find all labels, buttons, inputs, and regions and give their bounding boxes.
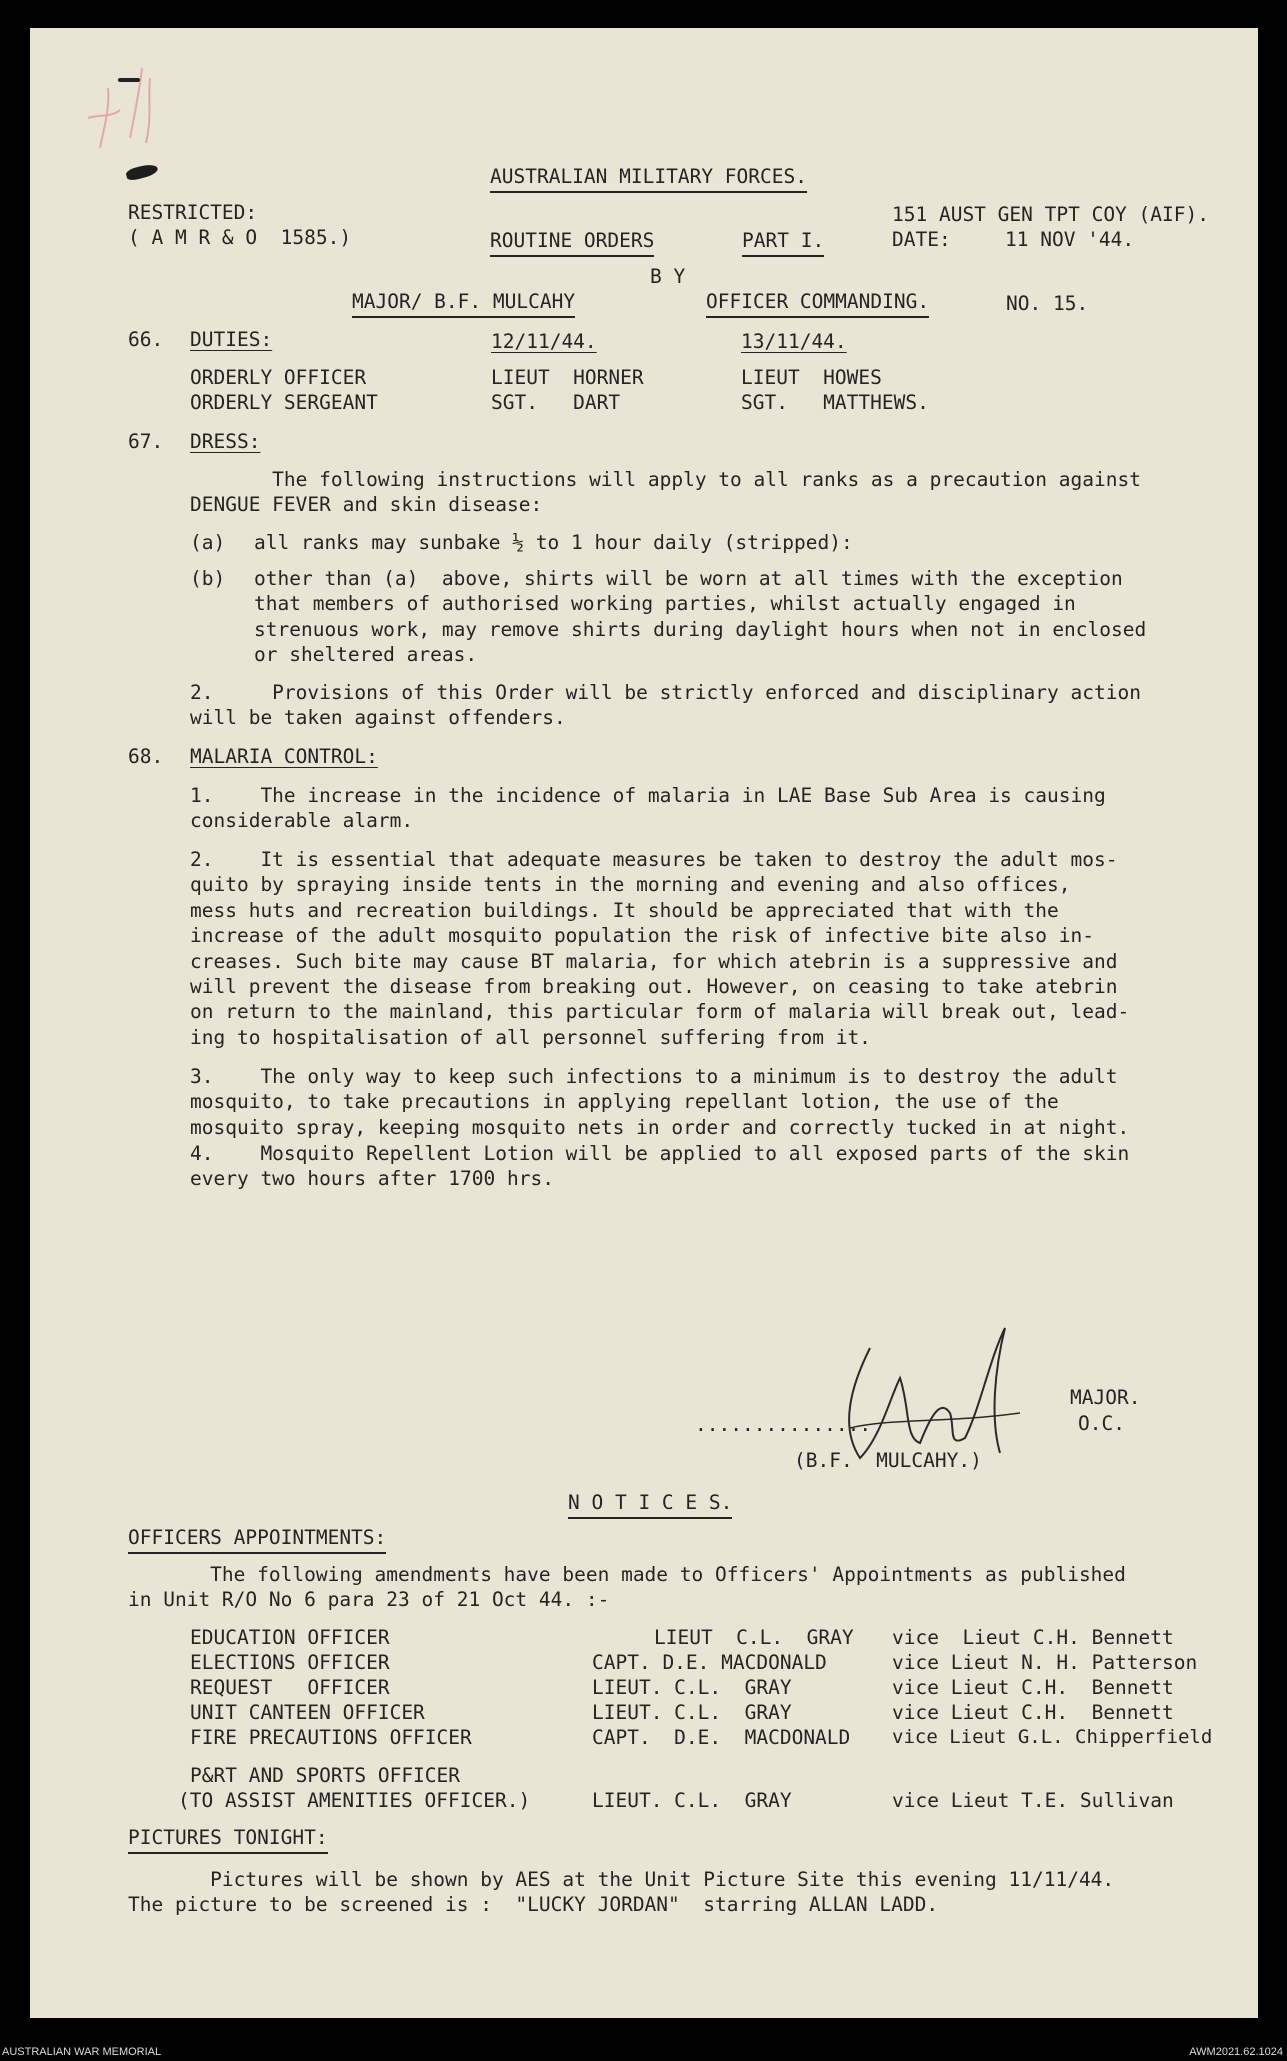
dress-para-2: 2. Provisions of this Order will be strictly enforced and disciplinary action will be taken against offenders.: [190, 681, 1141, 730]
sports-officer-post: P&RT AND SPORTS OFFICER: [190, 1764, 461, 1787]
duties-date-2: 13/11/44.: [741, 330, 847, 353]
pencil-annotation: [70, 48, 180, 178]
document-page: [30, 28, 1258, 2018]
appointment-post: ELECTIONS OFFICER: [190, 1651, 390, 1674]
duty-assignee: LIEUT HORNER: [491, 366, 644, 389]
pictures-heading: PICTURES TONIGHT:: [128, 1825, 328, 1854]
appointment-vice: vice Lieut G.L. Chipperfield: [892, 1726, 1213, 1748]
dress-item-a-text: all ranks may sunbake ½ to 1 hour daily (stripped):: [254, 531, 853, 554]
dress-item-b-label: (b): [190, 567, 226, 590]
routine-orders-label: ROUTINE ORDERS: [490, 228, 654, 257]
malaria-heading: MALARIA CONTROL:: [190, 745, 378, 768]
officer-commanding-label: OFFICER COMMANDING.: [706, 289, 929, 318]
appointment-officer: LIEUT C.L. GRAY: [654, 1626, 854, 1649]
date-value: 11 NOV '44.: [1005, 228, 1135, 251]
signature-dots: ...............: [695, 1413, 872, 1436]
malaria-para-1: 1. The increase in the incidence of malaria in LAE Base Sub Area is causing considerable alarm.: [190, 784, 1106, 833]
appointment-officer: CAPT. D.E. MACDONALD: [592, 1726, 851, 1749]
document-title: AUSTRALIAN MILITARY FORCES.: [490, 164, 807, 193]
dress-item-b-text: other than (a) above, shirts will be worn at all times with the exception that members of authorised working parties, whilst actually engaged in strenuous work, may remove shirts during daylight hours when not in enclosed or sheltered areas.: [254, 567, 1147, 667]
signature-name: (B.F. MULCAHY.): [794, 1449, 982, 1472]
signature-rank: MAJOR.: [1070, 1386, 1141, 1409]
sports-officer-vice: vice Lieut T.E. Sullivan: [892, 1789, 1174, 1812]
unit-name: 151 AUST GEN TPT COY (AIF).: [892, 203, 1209, 226]
appointment-vice: vice Lieut C.H. Bennett: [892, 1626, 1174, 1649]
officers-appointments-heading: OFFICERS APPOINTMENTS:: [128, 1525, 386, 1554]
order-number: NO. 15.: [1006, 292, 1089, 315]
duty-assignee: LIEUT HOWES: [741, 366, 882, 389]
order-67-number: 67.: [128, 430, 164, 453]
duty-assignee: SGT. MATTHEWS.: [741, 391, 929, 414]
duty-assignee: SGT. DART: [491, 391, 621, 414]
sports-officer-name: LIEUT. C.L. GRAY: [592, 1789, 792, 1812]
signature-oc: O.C.: [1078, 1412, 1125, 1435]
appointment-post: REQUEST OFFICER: [190, 1676, 390, 1699]
appointment-post: UNIT CANTEEN OFFICER: [190, 1701, 425, 1724]
duty-role: ORDERLY SERGEANT: [190, 391, 378, 414]
appointment-officer: LIEUT. C.L. GRAY: [592, 1701, 792, 1724]
appointment-vice: vice Lieut N. H. Patterson: [892, 1651, 1198, 1674]
punch-mark-top: [118, 78, 140, 82]
officers-appointments-intro: The following amendments have been made to Officers' Appointments as published in Unit R/O No 6 para 23 of 21 Oct 44. :-: [128, 1563, 1126, 1612]
by-label: B Y: [650, 265, 686, 288]
malaria-para-3: 3. The only way to keep such infections to a minimum is to destroy the adult mosquito, to take precautions in applying repellant lotion, the use of the mosquito spray, keeping mosquito nets in order and correctly tucked in at night.: [190, 1065, 1130, 1139]
part-label: PART I.: [742, 228, 824, 257]
appointment-post: EDUCATION OFFICER: [190, 1626, 390, 1649]
duties-heading: DUTIES:: [190, 328, 273, 351]
malaria-para-2: 2. It is essential that adequate measures be taken to destroy the adult mos- quito by spraying inside tents in the morning and evening and also offices, mess huts and recreation buildings. It should be appreciated that with the increase of the adult mosquito population the risk of infective bite also in- creases. Such bite may cause BT malaria, for which atebrin is a suppressive and will prevent the disease from breaking out. However, on ceasing to take atebrin on return to the mainland, this particular form of malaria will break out, lead- ing to hospitalisation of all personnel suffering from it.: [190, 848, 1130, 1049]
dress-item-a-label: (a): [190, 531, 226, 554]
appointment-officer: LIEUT. C.L. GRAY: [592, 1676, 792, 1699]
appointment-vice: vice Lieut C.H. Bennett: [892, 1701, 1174, 1724]
order-68-number: 68.: [128, 745, 164, 768]
order-66-number: 66.: [128, 328, 164, 351]
notices-heading: N O T I C E S.: [568, 1490, 732, 1519]
duty-role: ORDERLY OFFICER: [190, 366, 367, 389]
footer-accession-number: AWM2021.62.1024: [1189, 2046, 1283, 2058]
appointment-post: FIRE PRECAUTIONS OFFICER: [190, 1726, 472, 1749]
sports-officer-post-note: (TO ASSIST AMENITIES OFFICER.): [178, 1789, 531, 1812]
malaria-para-4: 4. Mosquito Repellent Lotion will be applied to all exposed parts of the skin every two hours after 1700 hrs.: [190, 1142, 1130, 1191]
appointment-vice: vice Lieut C.H. Bennett: [892, 1676, 1174, 1699]
major-name: MAJOR/ B.F. MULCAHY: [352, 289, 575, 318]
pictures-text: Pictures will be shown by AES at the Unit Picture Site this evening 11/11/44. The picture to be screened is : "LUCKY JORDAN" starring ALLAN LADD.: [128, 1868, 1115, 1917]
restricted-label: RESTRICTED:: [128, 201, 258, 224]
footer-institution: AUSTRALIAN WAR MEMORIAL: [2, 2046, 162, 2058]
appointment-officer: CAPT. D.E. MACDONALD: [592, 1651, 827, 1674]
duties-date-1: 12/11/44.: [491, 330, 597, 353]
dress-heading: DRESS:: [190, 430, 261, 453]
date-label: DATE:: [892, 228, 951, 251]
dress-intro: The following instructions will apply to all ranks as a precaution against DENGUE FEVER and skin disease:: [190, 468, 1141, 517]
amro-reference: ( A M R & O 1585.): [128, 226, 352, 249]
